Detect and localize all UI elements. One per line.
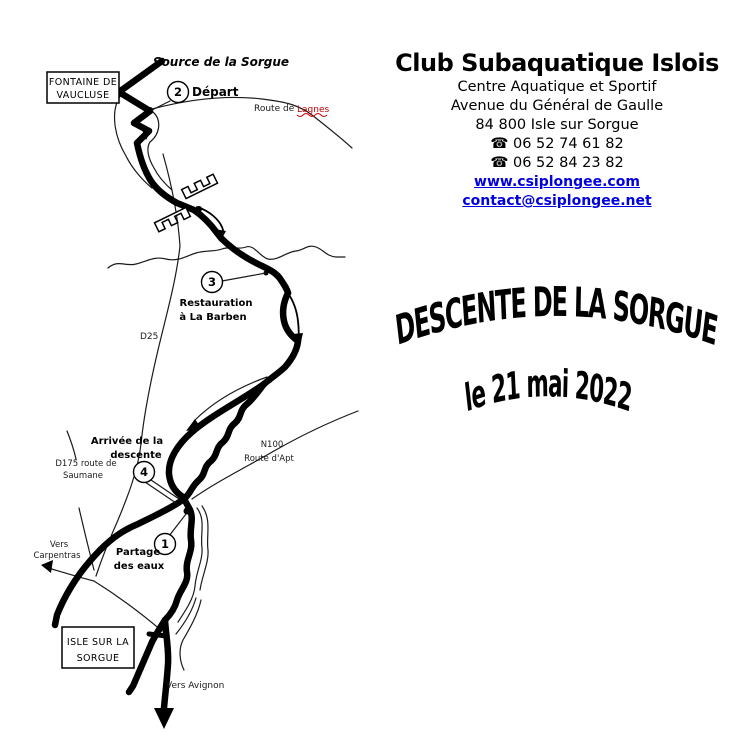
marker-3-label: 3 xyxy=(207,275,217,289)
carpentras-arrowhead xyxy=(41,560,53,573)
d175-label-line2: Saumane xyxy=(62,471,104,481)
club-phone-1: ☎ 06 52 74 61 82 xyxy=(490,136,624,152)
event-date-arc xyxy=(463,362,634,422)
bridge-icon xyxy=(147,174,226,232)
river-mid2-path xyxy=(264,341,298,384)
stream-path xyxy=(108,246,345,268)
restauration-label-line2: à La Barben xyxy=(179,312,247,323)
isle-box-line2: SORGUE xyxy=(76,653,120,664)
lagnes-label: Lagnes xyxy=(297,105,330,115)
event-title-text: DESCENTE DE LA SORGUE xyxy=(392,278,720,355)
leader-marker3 xyxy=(222,273,266,281)
partage-label-line1: Partage xyxy=(115,547,161,558)
marker-1-label: 1 xyxy=(160,537,170,551)
marker-4 xyxy=(134,462,155,483)
arrivee-label-line1: Arrivée de la xyxy=(90,436,164,447)
club-info-block xyxy=(382,48,732,211)
restauration-label-line1: Restauration xyxy=(179,298,253,309)
route-de-label: Route de xyxy=(254,104,298,114)
fontaine-box xyxy=(47,72,119,103)
n100-label-line2: Route d'Apt xyxy=(244,454,294,464)
isle-box xyxy=(62,627,134,668)
leader-marker1 xyxy=(169,514,186,536)
depart-label: Départ xyxy=(192,85,239,99)
event-title-arc xyxy=(393,278,719,355)
fontaine-box-line2: VAUCLUSE xyxy=(56,90,110,101)
bridge-dot xyxy=(196,206,202,212)
club-phone-2: ☎ 06 52 84 23 82 xyxy=(490,155,624,171)
carpentras-label-line1: Vers xyxy=(49,540,69,550)
river-mid-path xyxy=(221,238,288,293)
source-label: Source de la Sorgue xyxy=(152,55,290,69)
isle-box-line1: ISLE SUR LA xyxy=(66,637,130,648)
junction-dot xyxy=(184,508,191,515)
carpentras-label-line2: Carpentras xyxy=(33,551,81,561)
lens2-dot xyxy=(285,290,291,296)
marker-2-label: 2 xyxy=(173,85,183,99)
avignon-arrowhead xyxy=(154,708,174,729)
river-east-wavy-branch xyxy=(186,384,264,497)
road-avignon-path xyxy=(164,620,168,708)
club-email-link[interactable]: contact@csiplongee.net xyxy=(462,193,652,209)
club-address-line3: 84 800 Isle sur Sorgue xyxy=(475,117,639,133)
marker-3 xyxy=(202,272,223,293)
d25-label: D25 xyxy=(140,332,159,342)
club-address-line1: Centre Aquatique et Sportif xyxy=(457,79,657,95)
n100-label-line1: N100 xyxy=(260,440,284,450)
arrivee-label-line2: descente xyxy=(110,450,162,461)
marker-2 xyxy=(168,82,189,103)
split-dot xyxy=(261,381,267,387)
event-title xyxy=(393,278,719,355)
marker-4-label: 4 xyxy=(139,465,149,479)
avignon-label: Vers Avignon xyxy=(166,681,225,691)
club-website-link[interactable]: www.csiplongee.com xyxy=(474,174,640,190)
partage-label-line2: des eaux xyxy=(113,561,165,572)
fontaine-box-line1: FONTAINE DE xyxy=(48,77,118,88)
club-address-line2: Avenue du Général de Gaulle xyxy=(450,98,664,114)
road-d175-path xyxy=(67,431,94,570)
d175-label-line1: D175 route de xyxy=(55,459,117,469)
event-date-text: le 21 mai 2022 xyxy=(462,361,634,422)
event-date xyxy=(463,362,634,422)
junction-crossbar xyxy=(149,634,167,636)
club-name: Club Subaquatique Islois xyxy=(395,49,719,77)
